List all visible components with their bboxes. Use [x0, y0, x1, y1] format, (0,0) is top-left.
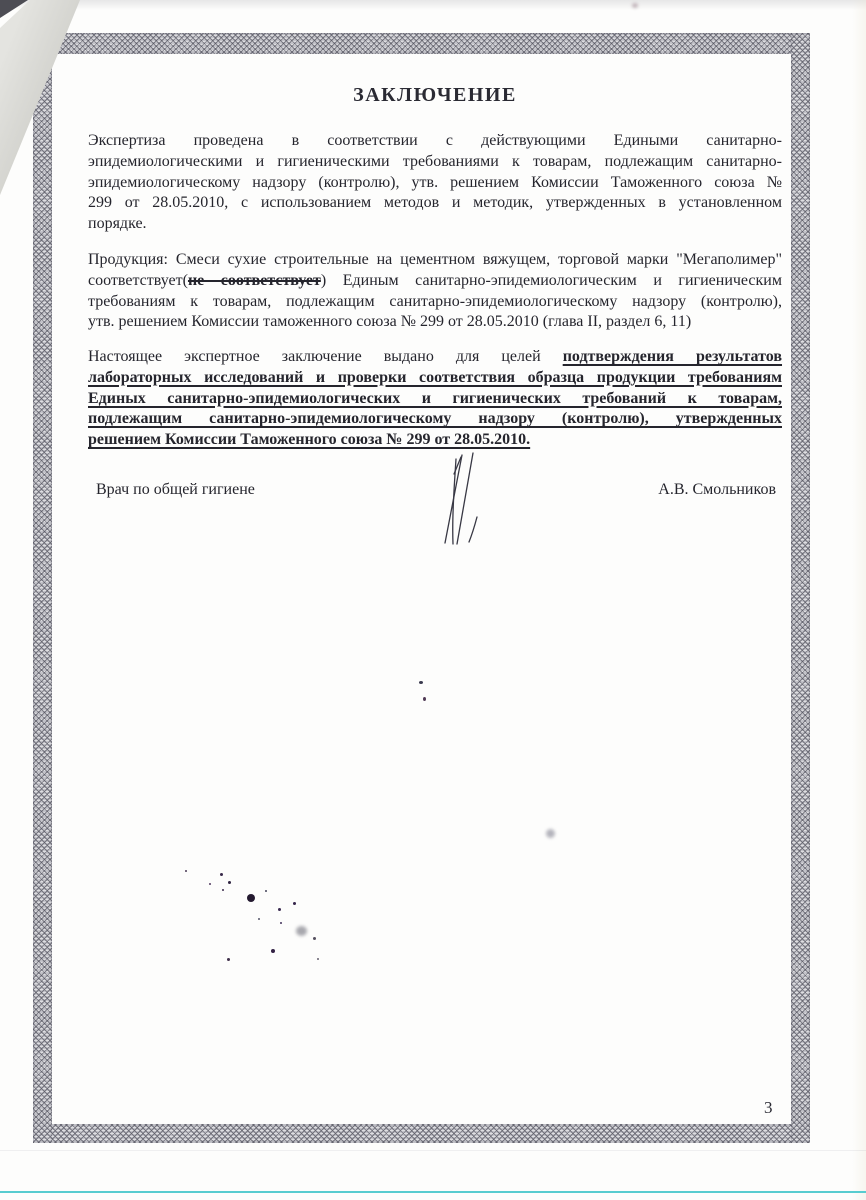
smudge-spot — [632, 3, 638, 8]
text-line: лабораторных исследований и проверки соответствия образца продукции требованиям — [88, 368, 782, 386]
text-line: решением Комиссии Таможенного союза № 299 от 28.05.2010. — [88, 431, 531, 449]
text-line: Продукция: Смеси сухие строительные на цементном вяжущем, торговой марки "Мегаполимер" — [88, 251, 782, 268]
ink-speck — [280, 922, 282, 924]
scan-edge-tint — [852, 0, 866, 1200]
scan-bottom-edge — [0, 1191, 866, 1193]
paragraph-expertise — [88, 131, 782, 235]
handwritten-signature — [430, 444, 500, 554]
text-line: Экспертиза проведена в соответствии с действующими Едиными санитарно- — [88, 132, 782, 149]
paragraph-product — [88, 250, 782, 333]
ink-speck — [313, 937, 316, 940]
text-line: утв. решением Комиссии таможенного союза № 299 от 28.05.2010 (глава II, раздел 6, 11) — [88, 313, 692, 331]
text-segment: Настоящее экспертное заключение выдано для целей — [88, 348, 563, 365]
ink-speck — [271, 949, 275, 953]
paragraph-purpose — [88, 347, 782, 451]
smudge-spot — [296, 926, 307, 936]
signer-name: А.В. Смольников — [658, 481, 776, 498]
text-line — [88, 347, 782, 368]
ink-speck — [220, 873, 223, 876]
text-line: порядке. — [88, 215, 147, 233]
ink-speck — [228, 881, 231, 884]
struck-out-text: не соответствует — [187, 271, 321, 289]
text-line — [88, 271, 782, 292]
text-line: эпидемиологическими и гигиеническими требованиями к товарам, подлежащим санитарно- — [88, 152, 782, 170]
page-number: 3 — [764, 1098, 773, 1117]
decorative-border-left — [33, 33, 52, 1143]
text-line: эпидемиологическому надзору (контролю), утв. решением Комиссии Таможенного союза № — [88, 173, 782, 191]
ink-speck — [419, 681, 423, 684]
ink-speck — [423, 697, 426, 701]
ink-speck — [222, 889, 224, 891]
emphasized-text: подтверждения результатов — [562, 348, 783, 365]
ink-speck — [185, 870, 187, 872]
ink-speck — [227, 958, 230, 961]
ink-speck — [209, 883, 211, 885]
text-line: 299 от 28.05.2010, с использованием методов и методик, утвержденных в установленном — [88, 194, 782, 212]
text-line: Единых санитарно-эпидемиологических и гигиенических требований к товарам, — [88, 389, 782, 407]
decorative-border-right — [791, 33, 810, 1143]
text-segment: соответствует( — [88, 271, 188, 289]
ink-speck — [293, 902, 296, 905]
signer-role: Врач по общей гигиене — [96, 481, 255, 498]
ink-speck — [265, 890, 267, 892]
text-segment: ) Единым санитарно-эпидемиологическим и гигиеническим — [320, 271, 782, 289]
text-line: подлежащим санитарно-эпидемиологическому надзору (контролю), утвержденных — [88, 410, 782, 428]
page-title: ЗАКЛЮЧЕНИЕ — [353, 84, 517, 106]
ink-speck — [247, 894, 255, 902]
text-line: требованиям к товарам, подлежащим санитарно-эпидемиологическому надзору (контролю), — [88, 292, 782, 310]
ink-speck — [278, 908, 281, 911]
smudge-spot — [546, 829, 555, 838]
ink-speck — [258, 918, 260, 920]
scan-edge-shadow — [0, 0, 866, 10]
scan-artifact-line — [0, 1150, 866, 1151]
decorative-border-bottom — [33, 1124, 810, 1143]
ink-speck — [317, 958, 319, 960]
decorative-border-top — [33, 33, 810, 54]
